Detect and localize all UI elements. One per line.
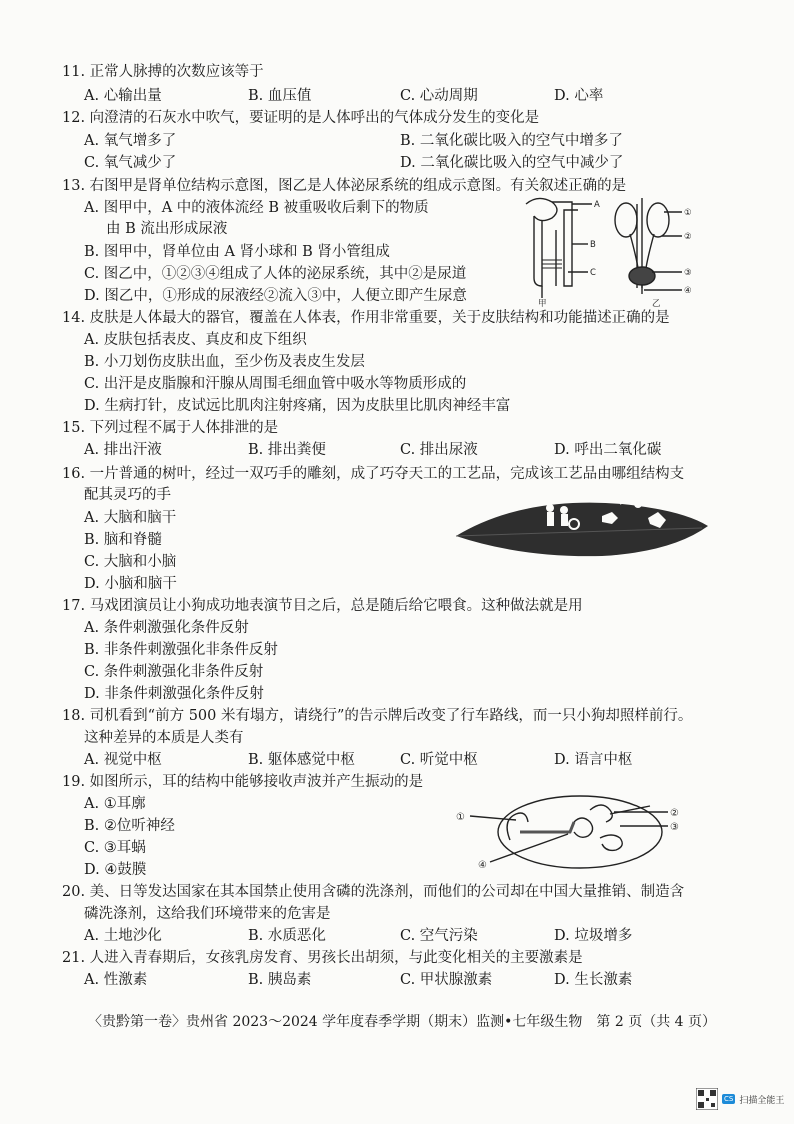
question-18-stem-cont: 这种差异的本质是人类有 [84,730,244,746]
option: A. 大脑和脑干 [84,510,177,526]
question-12-options-row2 [84,153,704,173]
fig-label: ④ [684,286,692,296]
option: B. 非条件刺激强化非条件反射 [84,642,278,658]
qr-code-icon [696,1088,718,1110]
option: A. 氧气增多了 [84,133,177,149]
question-18-options [84,750,704,770]
option: C. 图乙中，①②③④组成了人体的泌尿系统，其中②是尿道 [84,266,467,282]
option: C. 出汗是皮脂腺和汗腺从周围毛细血管中吸水等物质形成的 [84,376,467,392]
fig-label: ① [684,208,692,218]
question-21-options [84,970,704,990]
option: D. 图乙中，①形成的尿液经②流入③中，人便立即产生尿意 [84,288,467,304]
question-17-stem: 17. 马戏团演员让小狗成功地表演节目之后，总是随后给它喂食。这种做法就是用 [62,598,583,614]
question-20-stem-cont: 磷洗涤剂，这给我们环境带来的危害是 [84,906,331,922]
option: A. 排出汗液 [84,442,162,458]
question-12-options-row1 [84,131,704,151]
option: A. 心输出量 [84,88,162,104]
question-21-stem: 21. 人进入青春期后，女孩乳房发育、男孩长出胡须，与此变化相关的主要激素是 [62,950,583,966]
option: D. 呼出二氧化碳 [554,442,662,458]
option: C. 条件刺激强化非条件反射 [84,664,264,680]
fig-label: B [590,240,596,250]
option: A. 性激素 [84,972,148,988]
fig-label: 甲 [538,299,547,308]
question-15-options [84,440,704,460]
option: A. 皮肤包括表皮、真皮和皮下组织 [84,332,307,348]
option: B. 排出粪便 [248,442,326,458]
option: B. 图甲中，肾单位由 A 肾小球和 B 肾小管组成 [84,244,390,260]
option: A. ①耳廓 [84,796,146,812]
option: D. 语言中枢 [554,752,633,768]
option: A. 条件刺激强化条件反射 [84,620,249,636]
fig-label: C [590,268,596,278]
option: D. 二氧化碳比吸入的空气中减少了 [400,155,624,171]
question-20-stem: 20. 美、日等发达国家在其本国禁止使用含磷的洗涤剂，而他们的公司却在中国大量推销、制造含 [62,884,685,900]
option: D. 生长激素 [554,972,633,988]
fig-label: A [594,200,600,210]
option: A. 土地沙化 [84,928,162,944]
ear-figure [450,792,690,874]
option: C. 心动周期 [400,88,478,104]
option: D. 垃圾增多 [554,928,633,944]
option: B. 二氧化碳比吸入的空气中增多了 [400,133,623,149]
fig-label: ② [684,232,692,242]
question-11-options [84,86,704,106]
option: B. 小刀划伤皮肤出血，至少伤及表皮生发层 [84,354,365,370]
option: D. 心率 [554,88,604,104]
fig-label: ① [456,812,465,823]
option: D. 生病打针，皮试远比肌肉注射疼痛，因为皮肤里比肌肉神经丰富 [84,398,511,414]
option: B. 胰岛素 [248,972,312,988]
option: C. 排出尿液 [400,442,478,458]
question-18-stem: 18. 司机看到“前方 500 米有塌方，请绕行”的告示牌后改变了行车路线，而一只小狗却照样前行。 [62,708,693,724]
fig-label: ③ [670,822,679,833]
option: B. 躯体感觉中枢 [248,752,355,768]
option: B. 脑和脊髓 [84,532,162,548]
question-20-options [84,926,704,946]
option: C. 听觉中枢 [400,752,478,768]
fig-label: 乙 [652,299,661,308]
option: C. 甲状腺激素 [400,972,493,988]
question-19-stem: 19. 如图所示，耳的结构中能够接收声波并产生振动的是 [62,774,424,790]
option: C. 空气污染 [400,928,478,944]
question-15-stem: 15. 下列过程不属于人体排泄的是 [62,420,279,436]
fig-label: ② [670,808,679,819]
option: C. 氧气减少了 [84,155,177,171]
option: C. 大脑和小脑 [84,554,177,570]
option: D. 小脑和脑干 [84,576,177,592]
option: B. ②位听神经 [84,818,175,834]
option: D. ④鼓膜 [84,862,147,878]
question-16-stem: 16. 一片普通的树叶，经过一双巧手的雕刻，成了巧夺天工的工艺品，完成该工艺品由哪组结构支 [62,466,685,482]
question-11-stem: 11. 正常人脉搏的次数应该等于 [62,64,264,80]
option-continued: 由 B 流出形成尿液 [106,221,228,237]
fig-label: ③ [684,268,692,278]
kidney-figure [512,190,712,308]
question-12-stem: 12. 向澄清的石灰水中吹气，要证明的是人体呼出的气体成分发生的变化是 [62,110,540,126]
option: A. 视觉中枢 [84,752,162,768]
question-16-stem-cont: 配其灵巧的手 [84,487,171,503]
watermark-text: 扫描全能王 [739,1095,785,1106]
scanner-watermark [696,1088,784,1110]
option: B. 血压值 [248,88,312,104]
question-14-stem: 14. 皮肤是人体最大的器官，覆盖在人体表，作用非常重要，关于皮肤结构和功能描述正确的是 [62,310,670,326]
cs-logo-icon: CS [724,1095,734,1103]
page-footer: 〈贵黔第一卷〉贵州省 2023～2024 学年度春季学期（期末）监测•七年级生物 第 2 页（共 4 页） [88,1014,717,1030]
option: B. 水质恶化 [248,928,326,944]
option: A. 图甲中，A 中的液体流经 B 被重吸收后剩下的物质 [84,200,429,216]
question-13-stem: 13. 右图甲是肾单位结构示意图，图乙是人体泌尿系统的组成示意图。有关叙述正确的是 [62,178,627,194]
carved-leaf-image [452,486,712,566]
fig-label: ④ [478,860,487,871]
option: D. 非条件刺激强化条件反射 [84,686,264,702]
option: C. ③耳蜗 [84,840,146,856]
